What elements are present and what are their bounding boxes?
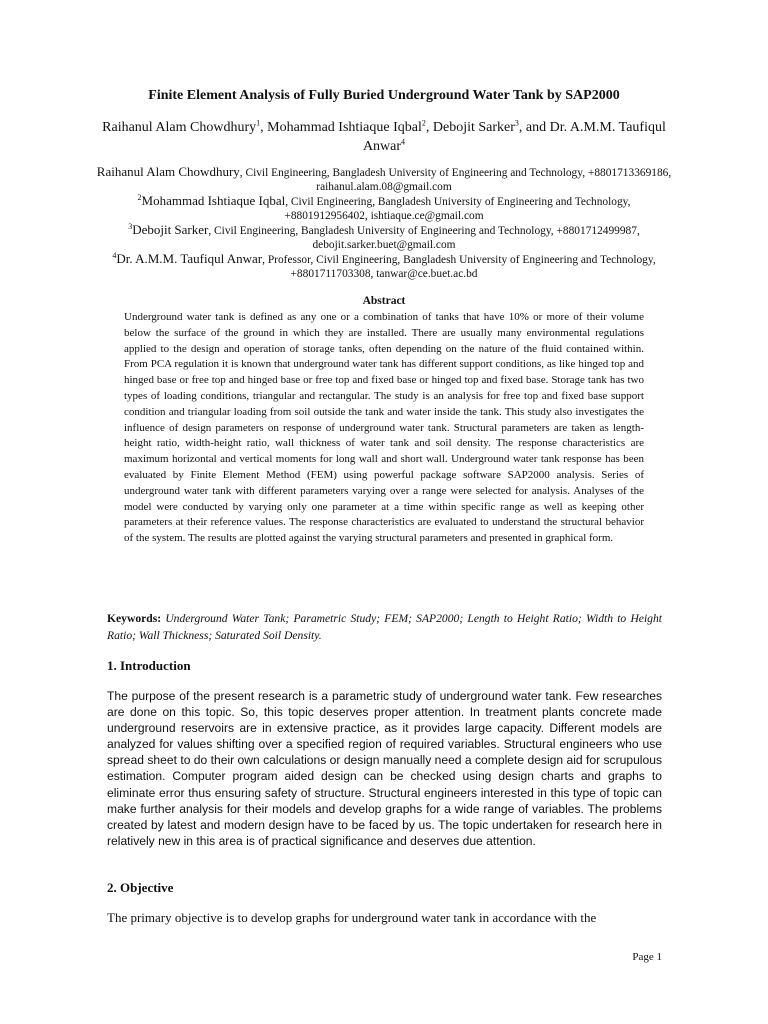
affiliation-3-details: , Civil Engineering, Bangladesh University of Engineering and Technology, +8801712499987, debojit.sarker.buet@gmail.com bbox=[208, 225, 640, 251]
author-2-sup: 2 bbox=[421, 118, 426, 128]
section-body-objective: The primary objective is to develop graphs for underground water tank in accordance with the bbox=[107, 910, 597, 925]
author-4: , and Dr. A.M.M. Taufiqul Anwar bbox=[362, 120, 666, 154]
author-2: , Mohammad Ishtiaque Iqbal bbox=[260, 120, 422, 135]
affiliation-1-details: , Civil Engineering, Bangladesh University of Engineering and Technology, +8801713369186, raihanul.alam.08@gmail.com bbox=[239, 167, 672, 193]
keywords-list: Underground Water Tank; Parametric Study; FEM; SAP2000; Length to Height Ratio; Width to Height Ratio; Wall Thickness; Saturated Soil Density. bbox=[107, 612, 662, 642]
section-body-introduction: The purpose of the present research is a parametric study of underground water tank. Few researches are done on this topic. So, this topic deserves proper attention. In treatment plants concrete made underground reservoirs are in extensive practice, as it provides large capacity. Different models are analyzed for values shifting over a specified region of required variables. Structural engineers who use spread sheet to do their own calculations or design manually need a complete design aid for scrupulous estimation. Computer program aided design can be checked using design charts and graphs to eliminate error thus ensuring safety of structure. Structural engineers interested in this type of topic can make further analysis for their models and develop graphs for a wide range of variables. The problems created by latest and modern design have to be faced by us. The topic undertaken for research here in relatively new in this area is of practical significance and deserves due attention. bbox=[107, 689, 662, 848]
affiliation-2-details: , Civil Engineering, Bangladesh University of Engineering and Technology, +8801912956402, ishtiaque.ce@gmail.com bbox=[284, 196, 631, 222]
affiliation-1-name: Raihanul Alam Chowdhury bbox=[96, 164, 240, 179]
author-1: Raihanul Alam Chowdhury bbox=[102, 120, 257, 135]
abstract-heading: Abstract bbox=[362, 295, 406, 307]
affiliation-2 bbox=[95, 194, 673, 223]
section-heading-introduction: 1. Introduction bbox=[107, 658, 191, 673]
author-3-sup: 3 bbox=[514, 118, 519, 128]
keywords bbox=[107, 611, 662, 644]
page-number: Page 1 bbox=[632, 951, 662, 963]
author-3: , Debojit Sarker bbox=[425, 120, 515, 135]
affiliation-3-name: Debojit Sarker bbox=[132, 222, 209, 237]
affiliation-4-name: Dr. A.M.M. Taufiqul Anwar bbox=[116, 251, 263, 266]
affiliation-3-sup: 3 bbox=[128, 222, 133, 232]
affiliation-2-name: Mohammad Ishtiaque Iqbal bbox=[141, 193, 286, 208]
affiliation-4-sup: 4 bbox=[112, 251, 117, 261]
abstract-body: Underground water tank is defined as any one or a combination of tanks that have 10% or more of their volume below the surface of the ground in which they are installed. There are usually many environmental regulations applied to the design and operation of storage tanks, often depending on the nature of the fluid contained within. From PCA regulation it is known that underground water tank has different support conditions, as like hinged top and hinged base or free top and hinged base or free top and fixed base or hinged top and fixed base. Storage tank has two types of loading conditions, triangular and rectangular. The study is an analysis for free top and fixed base support condition and triangular loading from soil outside the tank and water inside the tank. This study also investigates the influence of design parameters on response of underground water tank. Structural parameters are taken as length-height ratio, width-height ratio, wall thickness of water tank and soil density. The response characteristics are maximum horizontal and vertical moments for long wall and short wall. Underground water tank response has been evaluated by Finite Element Method (FEM) using powerful package software SAP2000 analysis. Series of underground water tank with different parameters varying over a range were selected for analysis. Analyses of the model were conducted by varying only one parameter at a time within specific range as well as keeping other parameters at their reference values. The response characteristics are evaluated to understand the structural behavior of the system. The results are plotted against the varying structural parameters and presented in graphical form. bbox=[124, 311, 644, 545]
section-heading-objective: 2. Objective bbox=[107, 880, 174, 895]
affiliation-3 bbox=[95, 223, 673, 252]
keywords-label: Keywords: bbox=[107, 612, 162, 625]
affiliation-4 bbox=[95, 252, 673, 281]
affiliation-list bbox=[95, 165, 673, 281]
affiliation-1 bbox=[95, 165, 673, 194]
author-1-sup: 1 bbox=[256, 118, 261, 128]
author-4-sup: 4 bbox=[401, 137, 406, 147]
affiliation-2-sup: 2 bbox=[137, 193, 142, 203]
affiliation-4-details: , Professor, Civil Engineering, Bangladesh University of Engineering and Technology, +8801711703308, tanwar@ce.buet.ac.bd bbox=[262, 254, 656, 280]
paper-title: Finite Element Analysis of Fully Buried Underground Water Tank by SAP2000 bbox=[148, 88, 620, 103]
author-list bbox=[100, 118, 668, 156]
